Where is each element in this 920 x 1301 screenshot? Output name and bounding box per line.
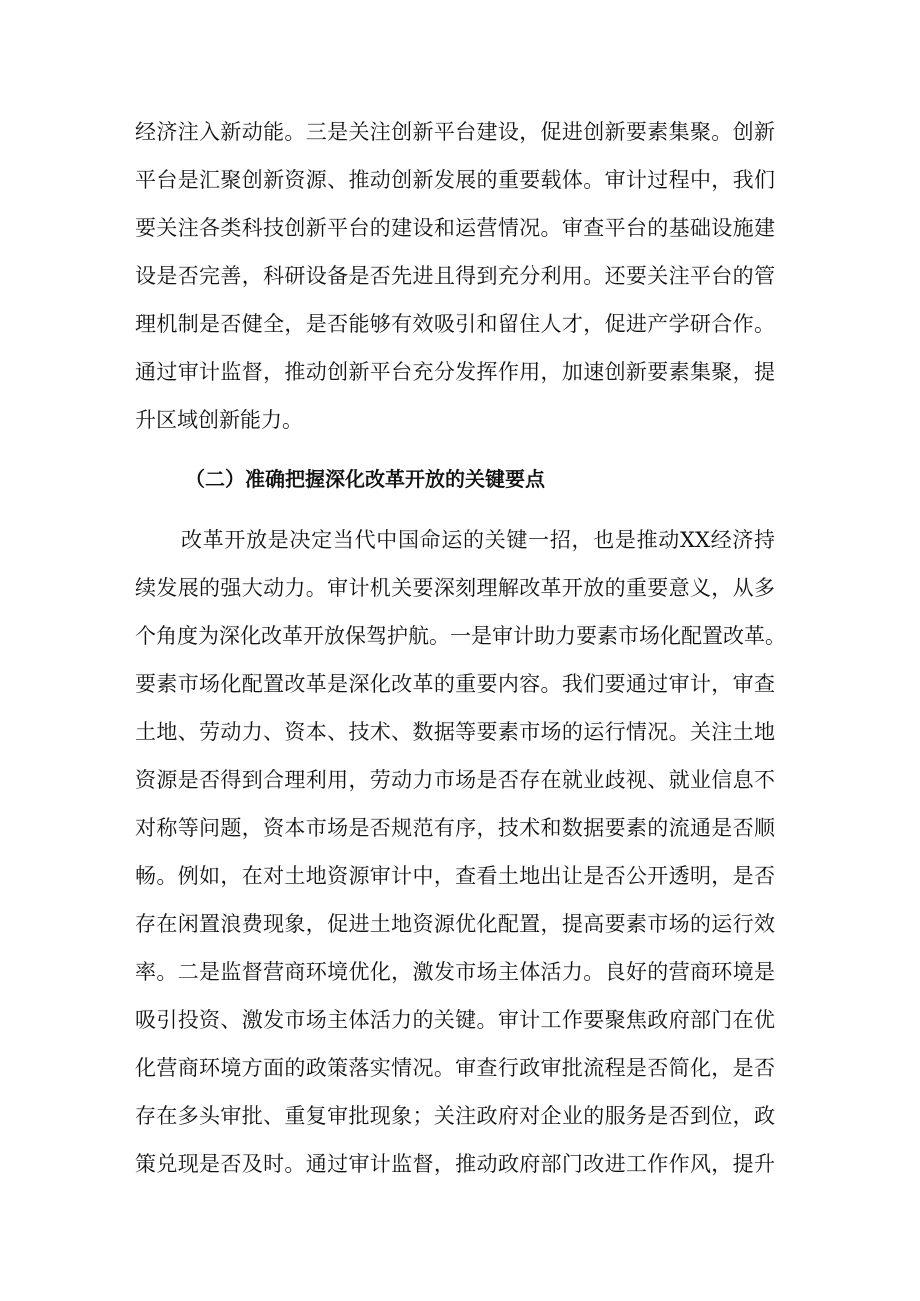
paragraph-line: 平台是汇聚创新资源、推动创新发展的重要载体。审计过程中，我们 (135, 168, 775, 192)
paragraph-line: 改革开放是决定当代中国命运的关键一招，也是推动XX经济持 (181, 528, 775, 552)
paragraph-line: 设是否完善，科研设备是否先进且得到充分利用。还要关注平台的管 (135, 264, 775, 288)
paragraph-line: 要素市场化配置改革是深化改革的重要内容。我们要通过审计，审查 (135, 672, 775, 696)
paragraph-line: 吸引投资、激发市场主体活力的关键。审计工作要聚焦政府部门在优 (135, 1008, 775, 1032)
paragraph-line: 策兑现是否及时。通过审计监督，推动政府部门改进工作作风，提升 (135, 1152, 775, 1176)
paragraph-line: 畅。例如，在对土地资源审计中，查看土地出让是否公开透明，是否 (135, 864, 775, 888)
paragraph-line: 续发展的强大动力。审计机关要深刻理解改革开放的重要意义，从多 (135, 576, 775, 600)
paragraph-line: 个角度为深化改革开放保驾护航。一是审计助力要素市场化配置改革。 (135, 624, 786, 648)
paragraph-line: 资源是否得到合理利用，劳动力市场是否存在就业歧视、就业信息不 (135, 768, 775, 792)
paragraph-line: 通过审计监督，推动创新平台充分发挥作用，加速创新要素集聚，提 (135, 360, 775, 384)
paragraph-line: 要关注各类科技创新平台的建设和运营情况。审查平台的基础设施建 (135, 216, 775, 240)
paragraph-line: 经济注入新动能。三是关注创新平台建设，促进创新要素集聚。创新 (135, 120, 775, 144)
paragraph-line: 对称等问题，资本市场是否规范有序，技术和数据要素的流通是否顺 (135, 816, 775, 840)
paragraph-line: 升区域创新能力。 (135, 408, 303, 432)
paragraph-line: 率。二是监督营商环境优化，激发市场主体活力。良好的营商环境是 (135, 960, 775, 984)
paragraph-line: 理机制是否健全，是否能够有效吸引和留住人才，促进产学研合作。 (135, 312, 775, 336)
paragraph-line: 化营商环境方面的政策落实情况。审查行政审批流程是否简化，是否 (135, 1056, 775, 1080)
paragraph-reform-opening (135, 516, 786, 1188)
section-heading: （二）准确把握深化改革开放的关键要点 (185, 467, 545, 491)
paragraph-line: 存在多头审批、重复审批现象；关注政府对企业的服务是否到位，政 (135, 1104, 775, 1128)
paragraph-line: 存在闲置浪费现象，促进土地资源优化配置，提高要素市场的运行效 (135, 912, 775, 936)
paragraph-line: 土地、劳动力、资本、技术、数据等要素市场的运行情况。关注土地 (135, 720, 775, 744)
paragraph-innovation-platform (135, 108, 775, 444)
